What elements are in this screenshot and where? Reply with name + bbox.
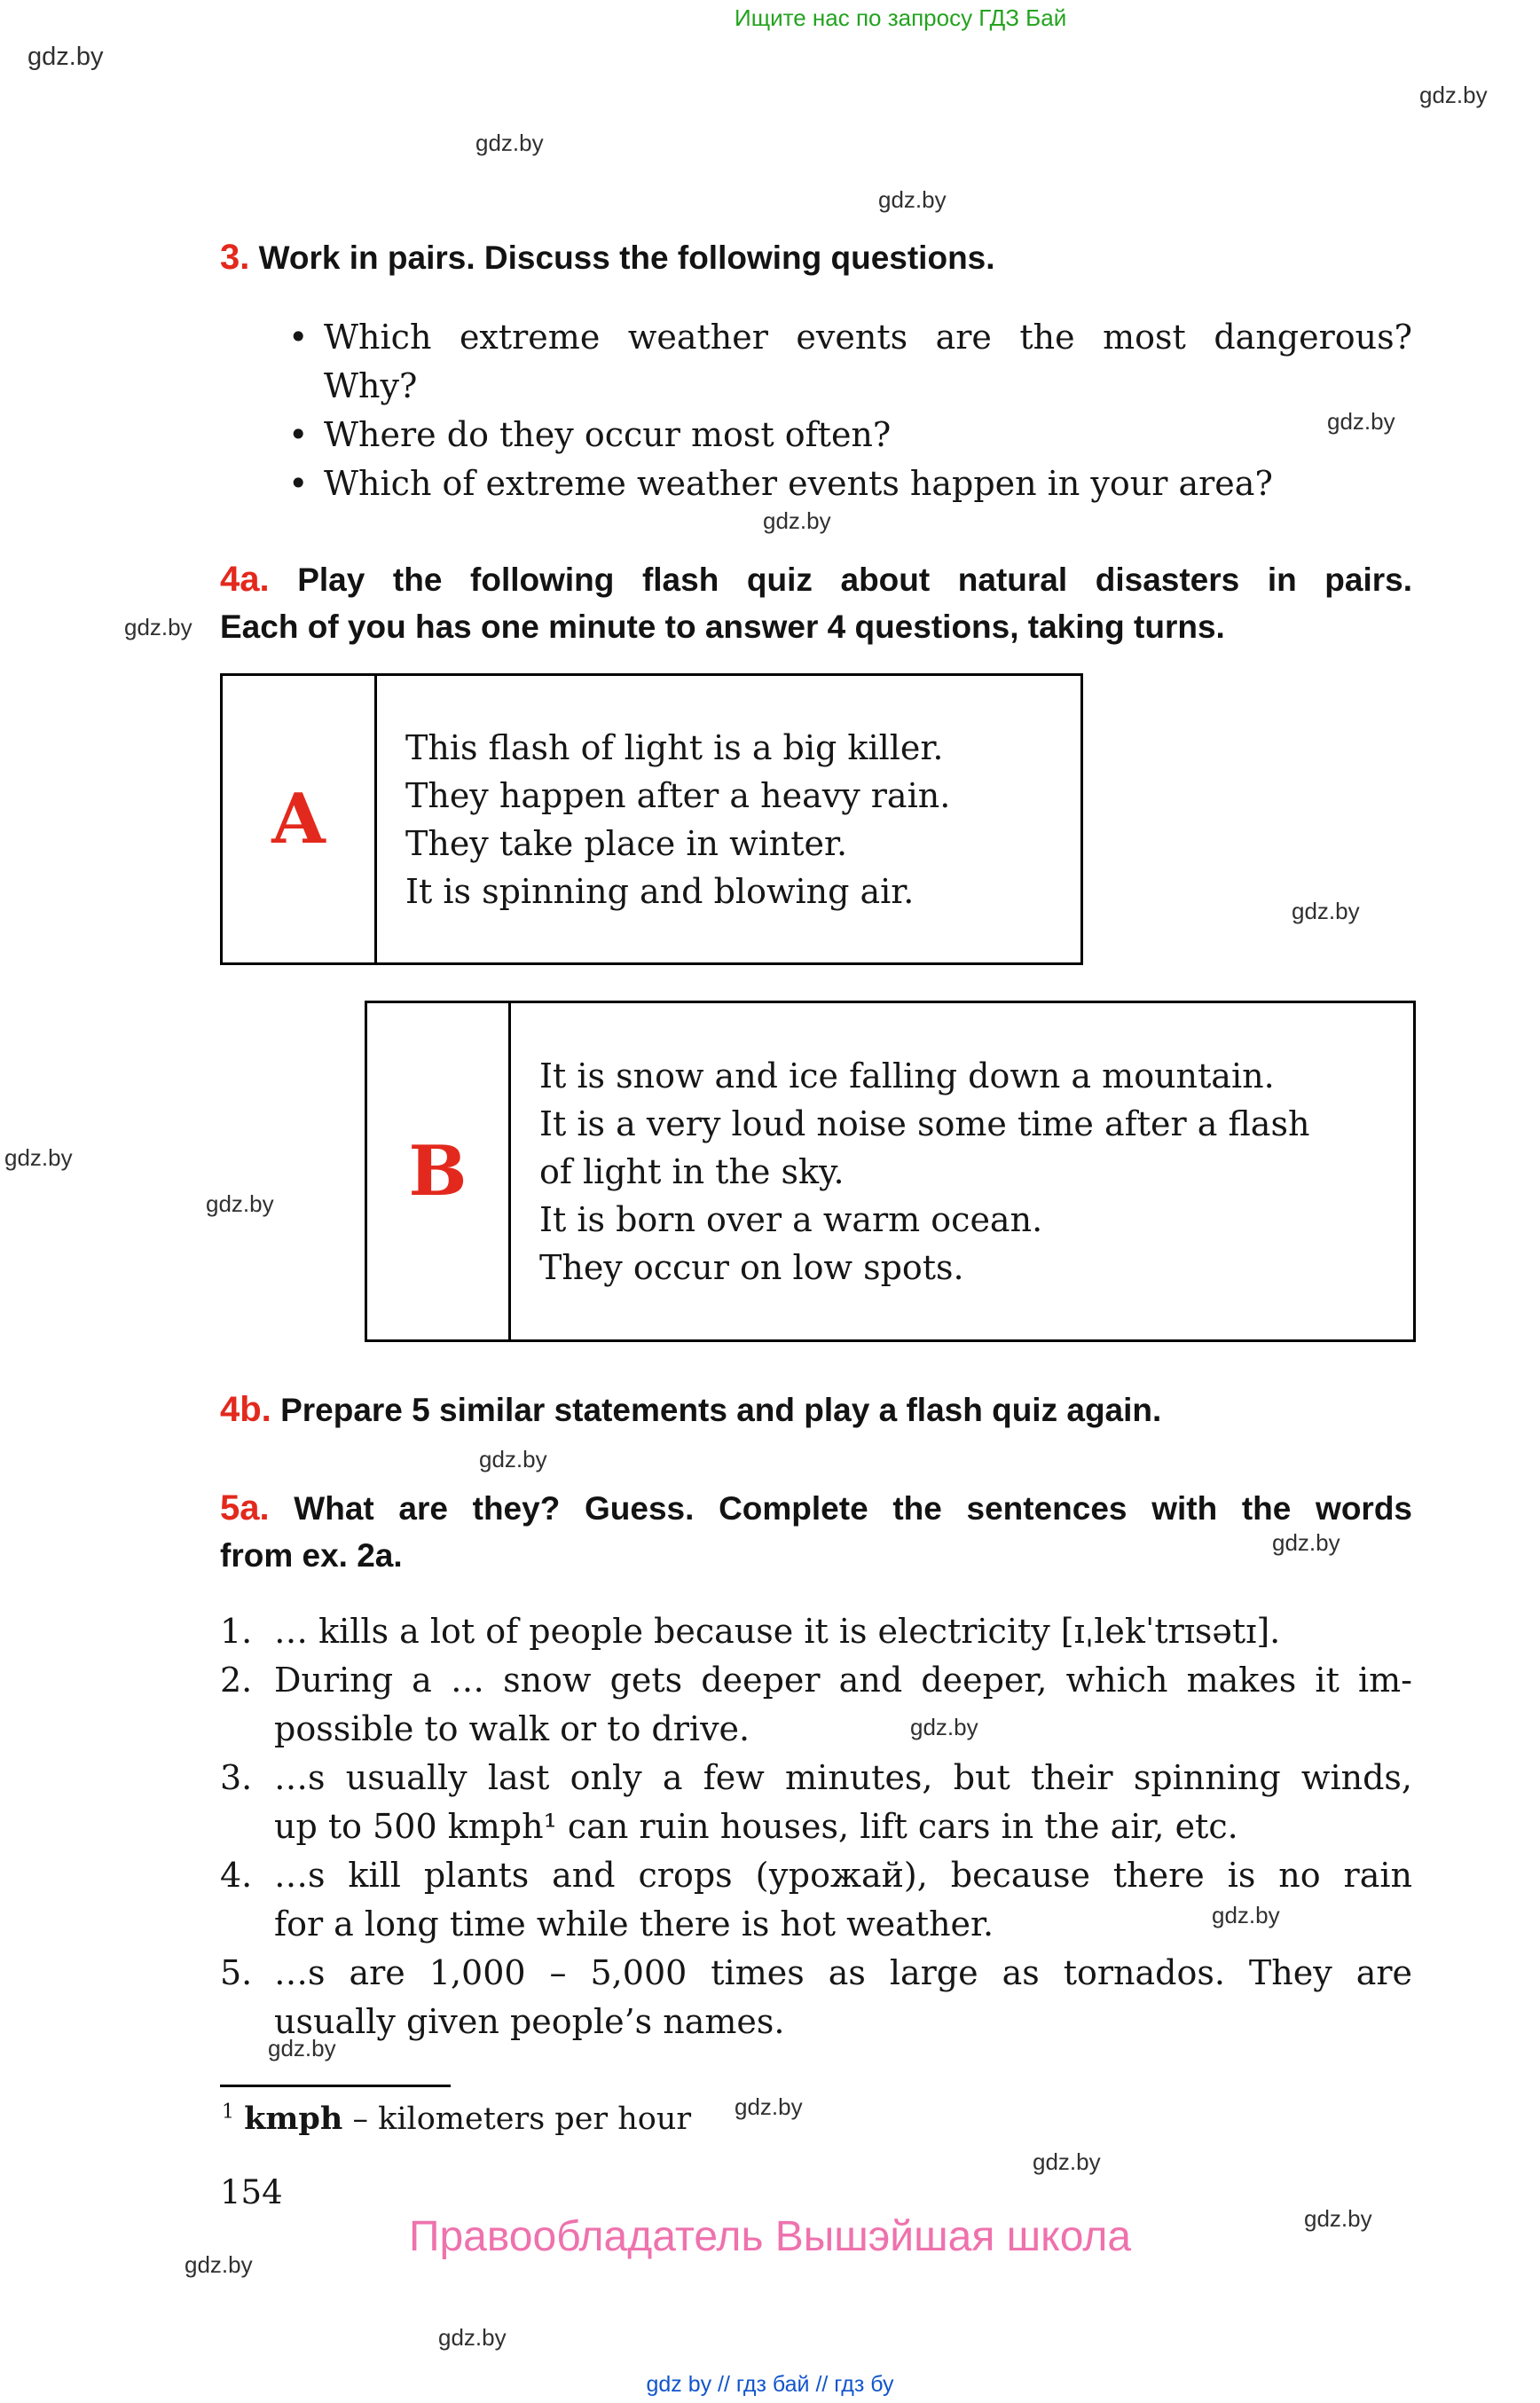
question-line: Where do they occur most often? [324,415,892,454]
quiz-statement: They take place in winter. [405,823,848,863]
section-3-number: 3. [220,238,250,277]
quiz-statement: This flash of light is a big killer. [405,727,944,767]
gdz-watermark: gdz.by [735,2093,803,2120]
gdz-watermark: gdz.by [763,507,831,534]
section-4a-number: 4a. [220,560,270,599]
section-4b-title: Prepare 5 similar statements and play a flash quiz again. [280,1392,1162,1428]
discussion-questions [288,313,1412,508]
sentence-line: usually given people’s names. [274,2002,785,2041]
list-item [220,1754,1412,1851]
card-letter-b: B [408,1130,468,1212]
heading-line [220,556,1412,603]
card-letter-cell [223,676,377,962]
gdz-watermark: gdz.by [206,1190,274,1217]
gdz-watermark: gdz.by [1419,82,1488,108]
publisher-line: Правообладатель Вышэйшая школа [408,2213,1132,2260]
section-4a-title: Play the following flash quiz about natural disasters in pairs. [297,561,1413,598]
quiz-statement: It is born over a warm ocean. [539,1199,1043,1239]
list-item [220,1656,1412,1754]
gdz-watermark: gdz.by [1304,2205,1372,2232]
gdz-watermark: gdz.by [124,614,192,640]
list-item [288,313,1412,411]
section-3-heading [220,234,1412,281]
footnote-rule [220,2085,451,2087]
question-line: Which extreme weather events are the most dangerous? [324,318,1412,357]
item-number: 2. [220,1661,253,1700]
sentence-line: for a long time while there is hot weather. [274,1904,994,1944]
list-item [288,411,1412,459]
sentence-line: …s are 1,000 – 5,000 times as large as tornados. They are [274,1953,1412,1992]
list-item [220,1607,1412,1656]
bullet-icon: • [288,464,309,503]
section-4b-heading [220,1386,1412,1433]
page-number: 154 [220,2173,283,2211]
list-item [288,459,1412,508]
gdz-watermark: gdz.by [475,130,544,156]
question-line: Why? [324,366,418,405]
section-5a-title: What are they? Guess. Complete the sentences with the words [294,1490,1412,1527]
card-letter-a: A [271,778,326,860]
item-number: 4. [220,1856,253,1895]
question-line: Which of extreme weather events happen in your area? [324,464,1273,503]
heading-line: Each of you has one minute to answer 4 questions, taking turns. [220,609,1225,645]
gdz-watermark: gdz.by [878,186,947,213]
item-number: 5. [220,1953,253,1992]
top-seo-banner: Ищите нас по запросу ГДЗ Бай [735,4,1067,31]
gdz-watermark: gdz.by [268,2035,336,2061]
bullet-icon: • [288,415,309,454]
gdz-watermark: gdz.by [1292,898,1360,924]
gdz-watermark: gdz.by [1033,2148,1101,2175]
list-item [220,1949,1412,2046]
footnote [222,2101,691,2137]
gdz-watermark: gdz.by [479,1446,547,1472]
card-statements [511,1003,1413,1339]
section-4a-heading [220,556,1412,650]
quiz-card-b [365,1001,1416,1342]
quiz-statement: It is spinning and blowing air. [405,871,915,911]
section-3-title: Work in pairs. Discuss the following questions. [258,240,995,276]
quiz-card-a [220,673,1083,965]
sentence-line: …s usually last only a few minutes, but their spinning winds, [274,1758,1412,1797]
gdz-watermark: gdz.by [28,43,104,71]
quiz-statement: It is a very loud noise some time after a flash [539,1103,1310,1143]
footer-links: gdz by // гдз бай // гдз бу [646,2372,894,2397]
footnote-marker: 1 [222,2101,234,2124]
sentence-line: possible to walk or to drive. [274,1709,750,1748]
card-statements [377,676,1080,962]
sentence-line: … kills a lot of people because it is electricity [ɪˌlekˈtrɪsətɪ]. [274,1612,1281,1651]
quiz-statement: of light in the sky. [539,1151,845,1191]
section-5a-number: 5a. [220,1488,270,1527]
heading-line [220,1485,1412,1532]
sentence-line: up to 500 kmph¹ can ruin houses, lift cars in the air, etc. [274,1807,1238,1846]
heading-line: from ex. 2a. [220,1537,403,1574]
exercise-5a-list [220,1607,1412,2046]
sentence-line: …s kill plants and crops (урожай), because there is no rain [274,1856,1412,1895]
gdz-watermark: gdz.by [1272,1529,1340,1556]
gdz-watermark: gdz.by [185,2251,253,2278]
bullet-icon: • [288,318,309,357]
section-5a-heading [220,1485,1412,1579]
gdz-watermark: gdz.by [910,1714,978,1740]
list-item [220,1851,1412,1949]
gdz-watermark: gdz.by [438,2324,507,2351]
quiz-statement: They occur on low spots. [539,1247,964,1287]
footnote-term: kmph [244,2101,343,2137]
quiz-statement: They happen after a heavy rain. [405,775,951,815]
item-number: 3. [220,1758,253,1797]
gdz-watermark: gdz.by [4,1144,73,1171]
footnote-definition: – kilometers per hour [352,2101,692,2137]
gdz-watermark: gdz.by [1327,408,1395,435]
gdz-watermark: gdz.by [1212,1902,1280,1928]
quiz-statement: It is snow and ice falling down a mountain. [539,1056,1275,1095]
item-number: 1. [220,1612,253,1651]
section-4b-number: 4b. [220,1390,271,1429]
card-letter-cell [367,1003,511,1339]
sentence-line: During a … snow gets deeper and deeper, which makes it im- [274,1661,1412,1700]
